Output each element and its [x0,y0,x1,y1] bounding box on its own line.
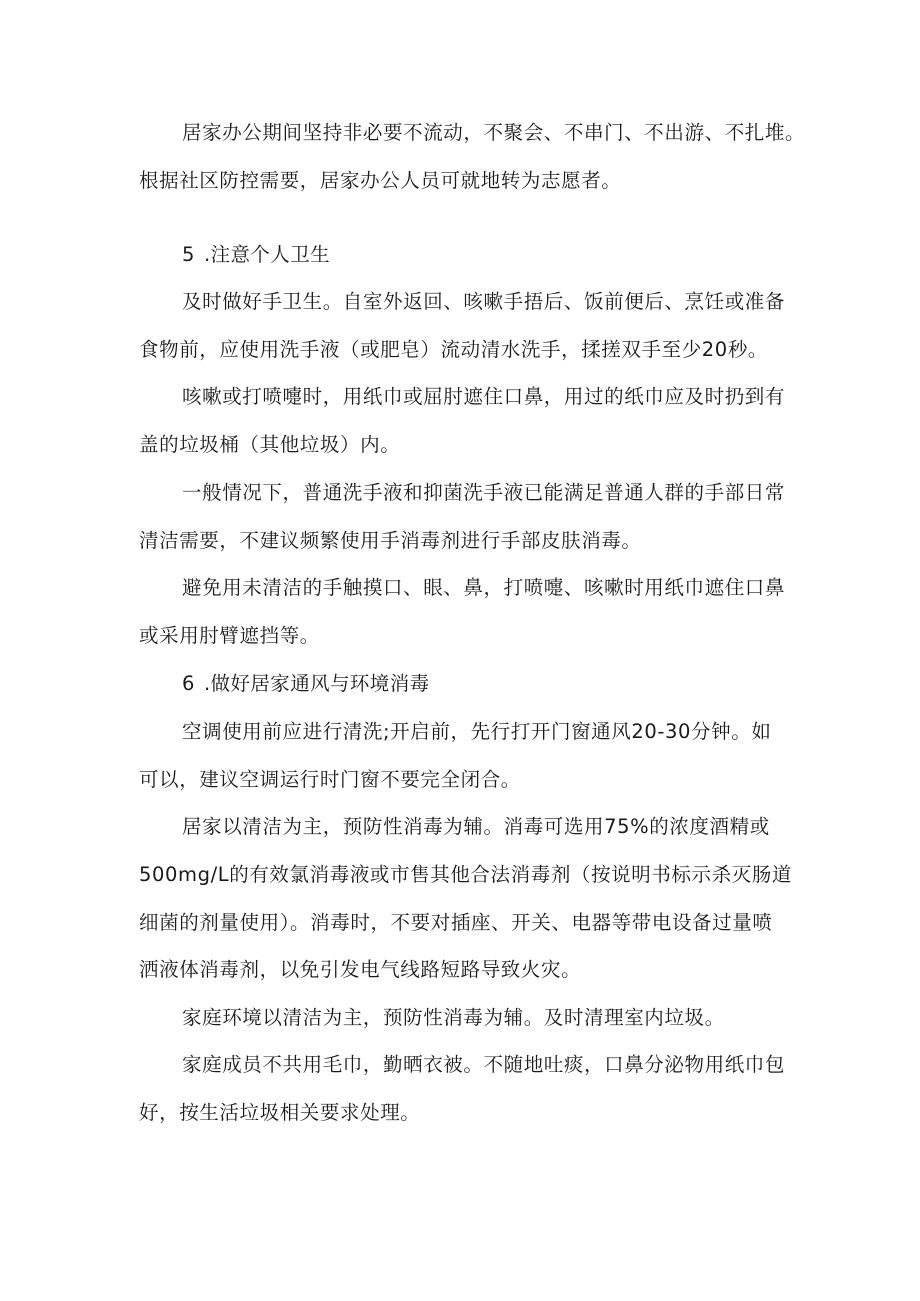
section-heading-6 [182,669,430,699]
paragraph-line: 清洁需要，不建议频繁使用手消毒剂进行手部皮肤消毒。 [139,529,642,552]
paragraph-line: 盖的垃圾桶（其他垃圾）内。 [139,433,401,456]
paragraph-line: 好，按生活垃圾相关要求处理。 [139,1101,421,1124]
section-title: .注意个人卫生 [204,243,330,266]
section-number: 6 [182,672,195,695]
paragraph-line: 咳嗽或打喷嚏时，用纸巾或屈肘遮住口鼻，用过的纸巾应及时扔到有 [182,385,786,408]
paragraph-line: 一般情况下，普通洗手液和抑菌洗手液已能满足普通人群的手部日常 [182,481,786,504]
paragraph-line: 避免用未清洁的手触摸口、眼、鼻，打喷嚏、咳嗽时用纸巾遮住口鼻 [182,576,786,599]
paragraph-line: 家庭成员不共用毛巾，勤晒衣被。不随地吐痰，口鼻分泌物用纸巾包 [182,1053,786,1076]
paragraph-line: 洒液体消毒剂，以免引发电气线路短路导致火灾。 [139,958,582,981]
section-number: 5 [182,243,195,266]
paragraph-line: 根据社区防控需要，居家办公人员可就地转为志愿者。 [139,169,622,192]
paragraph-line: 居家以清洁为主，预防性消毒为辅。消毒可选用75%的浓度酒精或 [182,815,770,838]
paragraph-line: 或采用肘臂遮挡等。 [139,624,320,647]
paragraph-line: 细菌的剂量使用）。消毒时，不要对插座、开关、电器等带电设备过量喷 [139,911,773,934]
paragraph-line: 及时做好手卫生。自室外返回、咳嗽手捂后、饭前便后、烹饪或准备 [182,290,786,313]
section-heading-5 [182,240,330,270]
paragraph-line: 可以，建议空调运行时门窗不要完全闭合。 [139,768,521,791]
paragraph-line: 食物前，应使用洗手液（或肥皂）流动清水洗手，揉搓双手至少20秒。 [139,338,769,361]
paragraph-line: 家庭环境以清洁为主，预防性消毒为辅。及时清理室内垃圾。 [182,1006,725,1029]
paragraph-line: 居家办公期间坚持非必要不流动，不聚会、不串门、不出游、不扎堆。 [182,121,806,144]
paragraph-line: 500mg/L的有效氯消毒液或市售其他合法消毒剂（按说明书标示杀灭肠道 [139,863,793,886]
section-title: .做好居家通风与环境消毒 [204,672,430,695]
paragraph-line: 空调使用前应进行清洗;开启前，先行打开门窗通风20-30分钟。如 [182,720,772,743]
